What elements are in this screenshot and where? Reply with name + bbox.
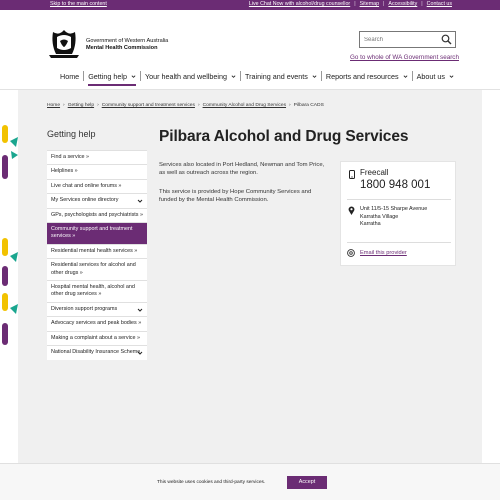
separator: | xyxy=(421,1,423,7)
utility-links xyxy=(249,1,452,7)
chevron-down-icon xyxy=(312,74,317,79)
sidebar-nav xyxy=(47,150,147,360)
sidebar-item-complaint[interactable]: Making a complaint about a service » xyxy=(47,331,147,345)
sidebar-item-live-chat[interactable]: Live chat and online forums » xyxy=(47,179,147,193)
chevron-down-icon xyxy=(449,74,454,79)
nav-reports-resources[interactable]: Reports and resources xyxy=(322,70,412,82)
contact-us-link[interactable]: Contact us xyxy=(426,1,452,7)
chevron-down-icon xyxy=(231,74,236,79)
accept-cookies-button[interactable]: Accept xyxy=(287,476,327,489)
main-navigation xyxy=(56,70,458,82)
sidebar-item-gps[interactable]: GPs, psychologists and psychiatrists » xyxy=(47,208,147,222)
email-provider-link[interactable]: Email this provider xyxy=(360,250,407,256)
wa-crest-logo[interactable] xyxy=(47,26,81,60)
nav-training-events[interactable]: Training and events xyxy=(241,70,321,82)
breadcrumb: Home › Getting help › Community support and treatment services › Community Alcohol and Drug Services › Pilbara CADS xyxy=(47,103,324,108)
chevron-down-icon xyxy=(403,74,408,79)
address xyxy=(360,206,427,229)
search-icon[interactable] xyxy=(441,34,452,45)
live-chat-link[interactable]: Live Chat Now with alcohol/drug counsellor xyxy=(248,1,351,7)
utility-bar xyxy=(0,0,500,10)
nav-about-us[interactable]: About us xyxy=(413,70,458,82)
sidebar-item-community-support[interactable]: Community support and treatment services » xyxy=(47,222,147,244)
agency-name xyxy=(86,38,168,52)
sidebar-title: Getting help xyxy=(47,129,96,139)
address-line: Karratha Village xyxy=(360,213,399,220)
address-line: Unit 11/5-15 Sharpe Avenue xyxy=(360,206,428,212)
breadcrumb-current: Pilbara CADS xyxy=(293,103,324,108)
breadcrumb-community-aod[interactable]: Community Alcohol and Drug Services xyxy=(202,103,287,108)
wa-government-search-link[interactable]: Go to whole of WA Government search xyxy=(350,54,459,61)
search-input[interactable] xyxy=(364,35,434,45)
govt-name: Government of Western Australia xyxy=(86,38,169,44)
sidebar-item-ndis[interactable]: National Disability Insurance Scheme xyxy=(47,345,147,359)
sidebar-item-residential-mental-health[interactable]: Residential mental health services » xyxy=(47,244,147,258)
sidebar-item-helplines[interactable]: Helplines » xyxy=(47,164,147,178)
sidebar-item-advocacy[interactable]: Advocacy services and peak bodies » xyxy=(47,316,147,330)
accessibility-link[interactable]: Accessibility xyxy=(388,1,418,7)
nav-health-wellbeing[interactable]: Your health and wellbeing xyxy=(141,70,240,82)
contact-card xyxy=(340,161,456,266)
email-at-icon xyxy=(347,249,355,257)
cookie-message: This website uses cookies and third-party services. xyxy=(157,480,266,485)
cookie-banner xyxy=(0,463,500,500)
address-line: Karratha xyxy=(360,221,381,228)
chevron-down-icon[interactable] xyxy=(137,350,143,356)
freecall-number[interactable]: 1800 948 001 xyxy=(360,179,431,191)
separator: | xyxy=(354,1,356,7)
sidebar-item-diversion[interactable]: Diversion support programs xyxy=(47,302,147,316)
site-header xyxy=(0,10,500,90)
nav-home[interactable]: Home xyxy=(60,71,80,81)
chevron-down-icon[interactable] xyxy=(137,198,143,204)
card-divider xyxy=(347,199,451,200)
search-field[interactable] xyxy=(359,31,456,48)
freecall-label: Freecall xyxy=(360,168,389,177)
provider-description: This service is provided by Hope Community Services and funded by the Mental Health Commission. xyxy=(159,189,312,204)
skip-to-content-link[interactable]: Skip to the main content xyxy=(50,1,107,7)
chevron-down-icon[interactable] xyxy=(137,307,143,313)
sitemap-link[interactable]: Sitemap xyxy=(359,1,380,7)
breadcrumb-home[interactable]: Home xyxy=(47,103,61,108)
page-title: Pilbara Alcohol and Drug Services xyxy=(159,128,409,145)
breadcrumb-getting-help[interactable]: Getting help xyxy=(67,103,95,108)
sidebar-item-hospital-services[interactable]: Hospital mental health, alcohol and other drug services » xyxy=(47,280,147,302)
sidebar-item-my-services[interactable]: My Services online directory xyxy=(47,193,147,207)
service-description: Services also located in Port Hedland, Newman and Tom Price, as well as outreach across the region. xyxy=(159,162,325,177)
sidebar-item-residential-aod[interactable]: Residential services for alcohol and other drugs » xyxy=(47,258,147,280)
sidebar-item-find-a-service[interactable]: Find a service » xyxy=(47,150,147,164)
chevron-down-icon xyxy=(131,74,136,79)
separator: | xyxy=(383,1,385,7)
breadcrumb-community-support[interactable]: Community support and treatment services xyxy=(101,103,195,108)
nav-getting-help[interactable]: Getting help xyxy=(84,70,140,82)
commission-name: Mental Health Commission xyxy=(86,45,158,51)
location-pin-icon xyxy=(348,206,355,215)
card-divider xyxy=(347,242,451,243)
decorative-shapes xyxy=(0,125,20,185)
phone-icon xyxy=(348,170,356,179)
decorative-shapes xyxy=(0,238,20,348)
